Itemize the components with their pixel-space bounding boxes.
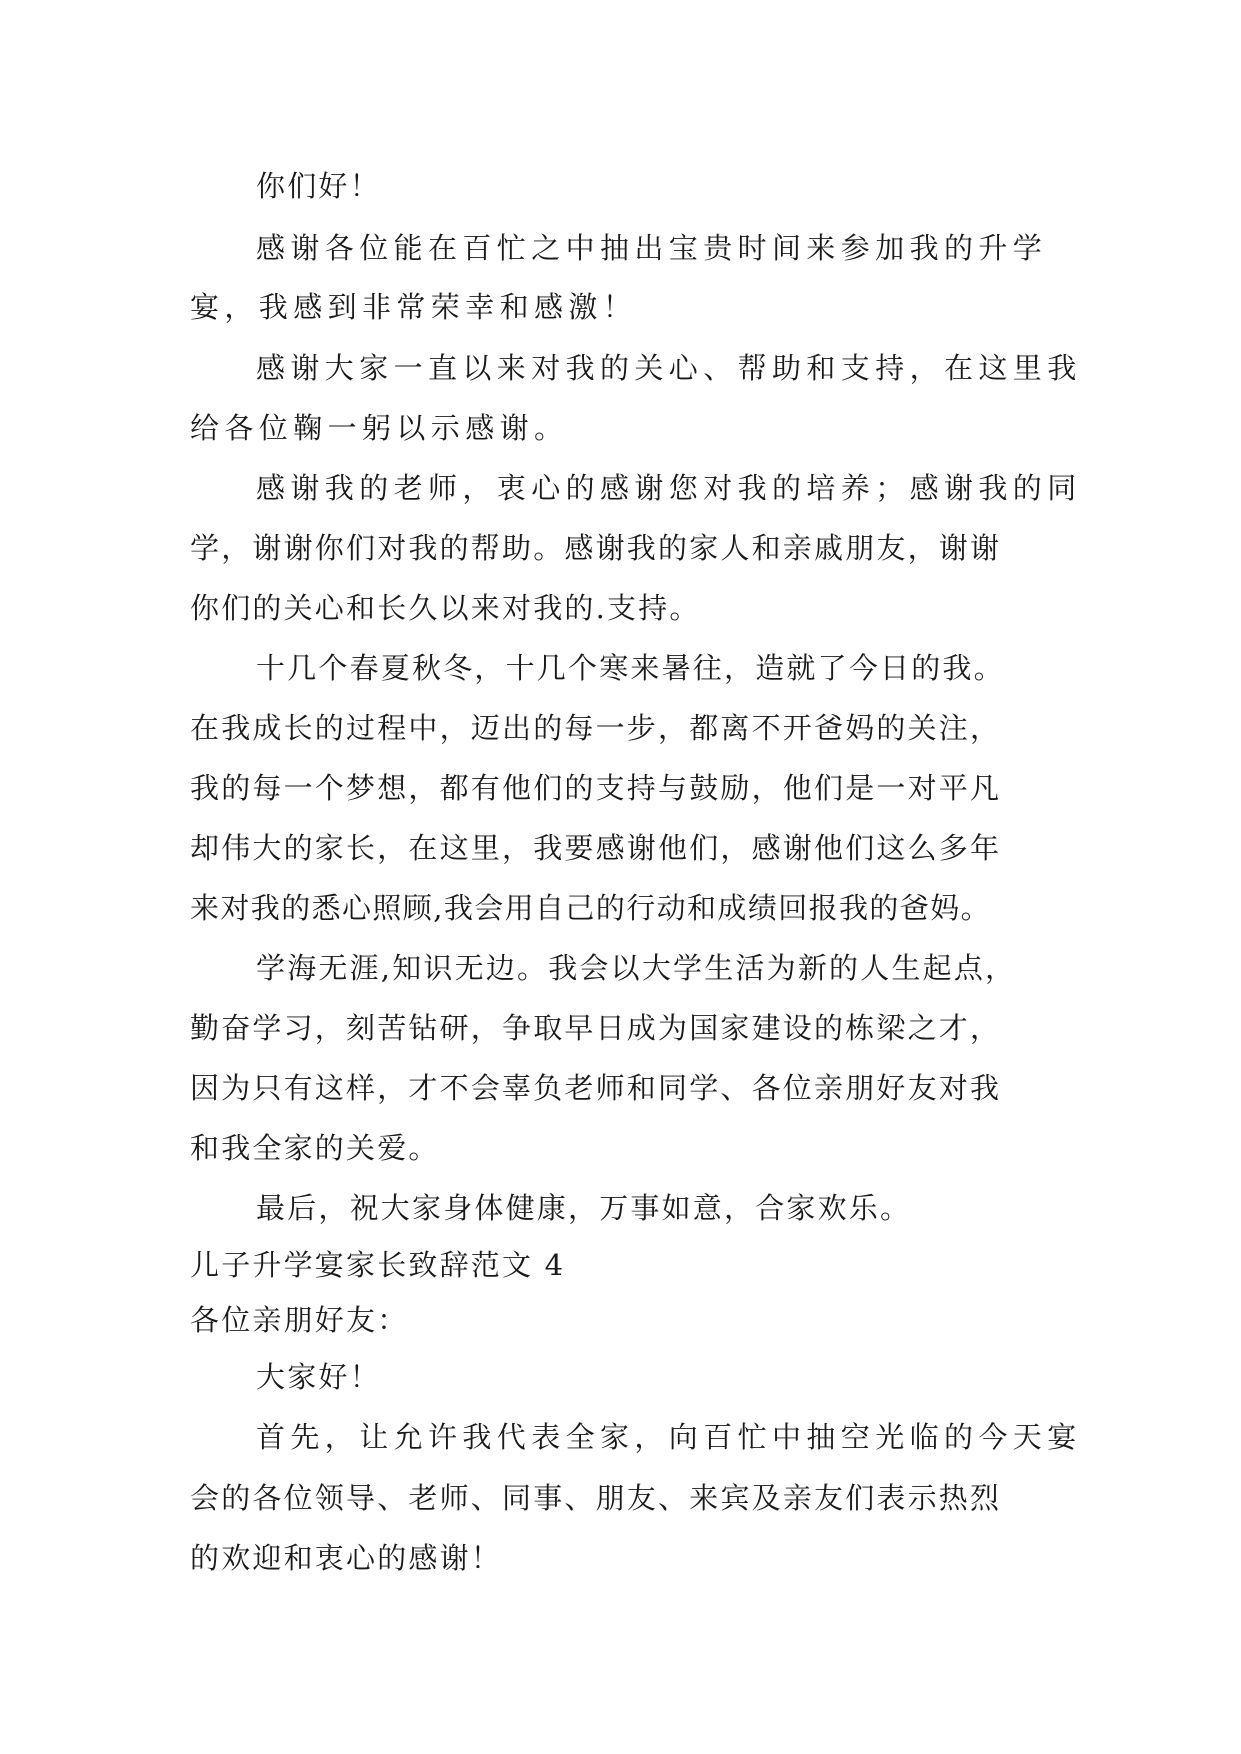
paragraph-line: 你们好！ xyxy=(256,169,381,203)
paragraph-line: 却伟大的家长，在这里，我要感谢他们，感谢他们这么多年 xyxy=(190,831,1002,865)
greeting-line: 大家好！ xyxy=(256,1360,381,1394)
paragraph-line: 你们的关心和长久以来对我的.支持。 xyxy=(190,591,701,625)
paragraph-line: 我的每一个梦想，都有他们的支持与鼓励，他们是一对平凡 xyxy=(190,771,1002,805)
paragraph-line: 感谢各位能在百忙之中抽出宝贵时间来参加我的升学 xyxy=(256,231,1048,265)
paragraph-line: 宴，我感到非常荣幸和感激！ xyxy=(190,290,638,324)
paragraph-line: 在我成长的过程中，迈出的每一步，都离不开爸妈的关注， xyxy=(190,711,1002,745)
paragraph-line: 的欢迎和衷心的感谢！ xyxy=(190,1541,503,1575)
paragraph-line: 感谢我的老师，衷心的感谢您对我的培养；感谢我的同 xyxy=(256,471,1082,505)
paragraph-line: 最后，祝大家身体健康，万事如意，合家欢乐。 xyxy=(256,1191,912,1225)
paragraph-line: 学海无涯,知识无边。我会以大学生活为新的人生起点， xyxy=(256,951,1017,985)
paragraph-line: 感谢大家一直以来对我的关心、帮助和支持，在这里我 xyxy=(256,351,1082,385)
paragraph-line: 给各位鞠一躬以示感谢。 xyxy=(190,411,569,445)
paragraph-line: 十几个春夏秋冬，十几个寒来暑往，造就了今日的我。 xyxy=(256,651,1005,685)
salutation: 各位亲朋好友： xyxy=(190,1303,409,1337)
paragraph-line: 和我全家的关爱。 xyxy=(190,1131,440,1165)
paragraph-line: 因为只有这样，才不会辜负老师和同学、各位亲朋好友对我 xyxy=(190,1071,1002,1105)
paragraph-line: 来对我的悉心照顾,我会用自己的行动和成绩回报我的爸妈。 xyxy=(190,891,992,925)
paragraph-line: 会的各位领导、老师、同事、朋友、来宾及亲友们表示热烈 xyxy=(190,1481,1002,1515)
paragraph-line: 学，谢谢你们对我的帮助。感谢我的家人和亲戚朋友，谢谢 xyxy=(190,531,1002,565)
paragraph-line: 首先，让允许我代表全家，向百忙中抽空光临的今天宴 xyxy=(256,1420,1082,1454)
section-heading: 儿子升学宴家长致辞范文 4 xyxy=(190,1248,566,1282)
paragraph-line: 勤奋学习，刻苦钻研，争取早日成为国家建设的栋梁之才， xyxy=(190,1011,1002,1045)
